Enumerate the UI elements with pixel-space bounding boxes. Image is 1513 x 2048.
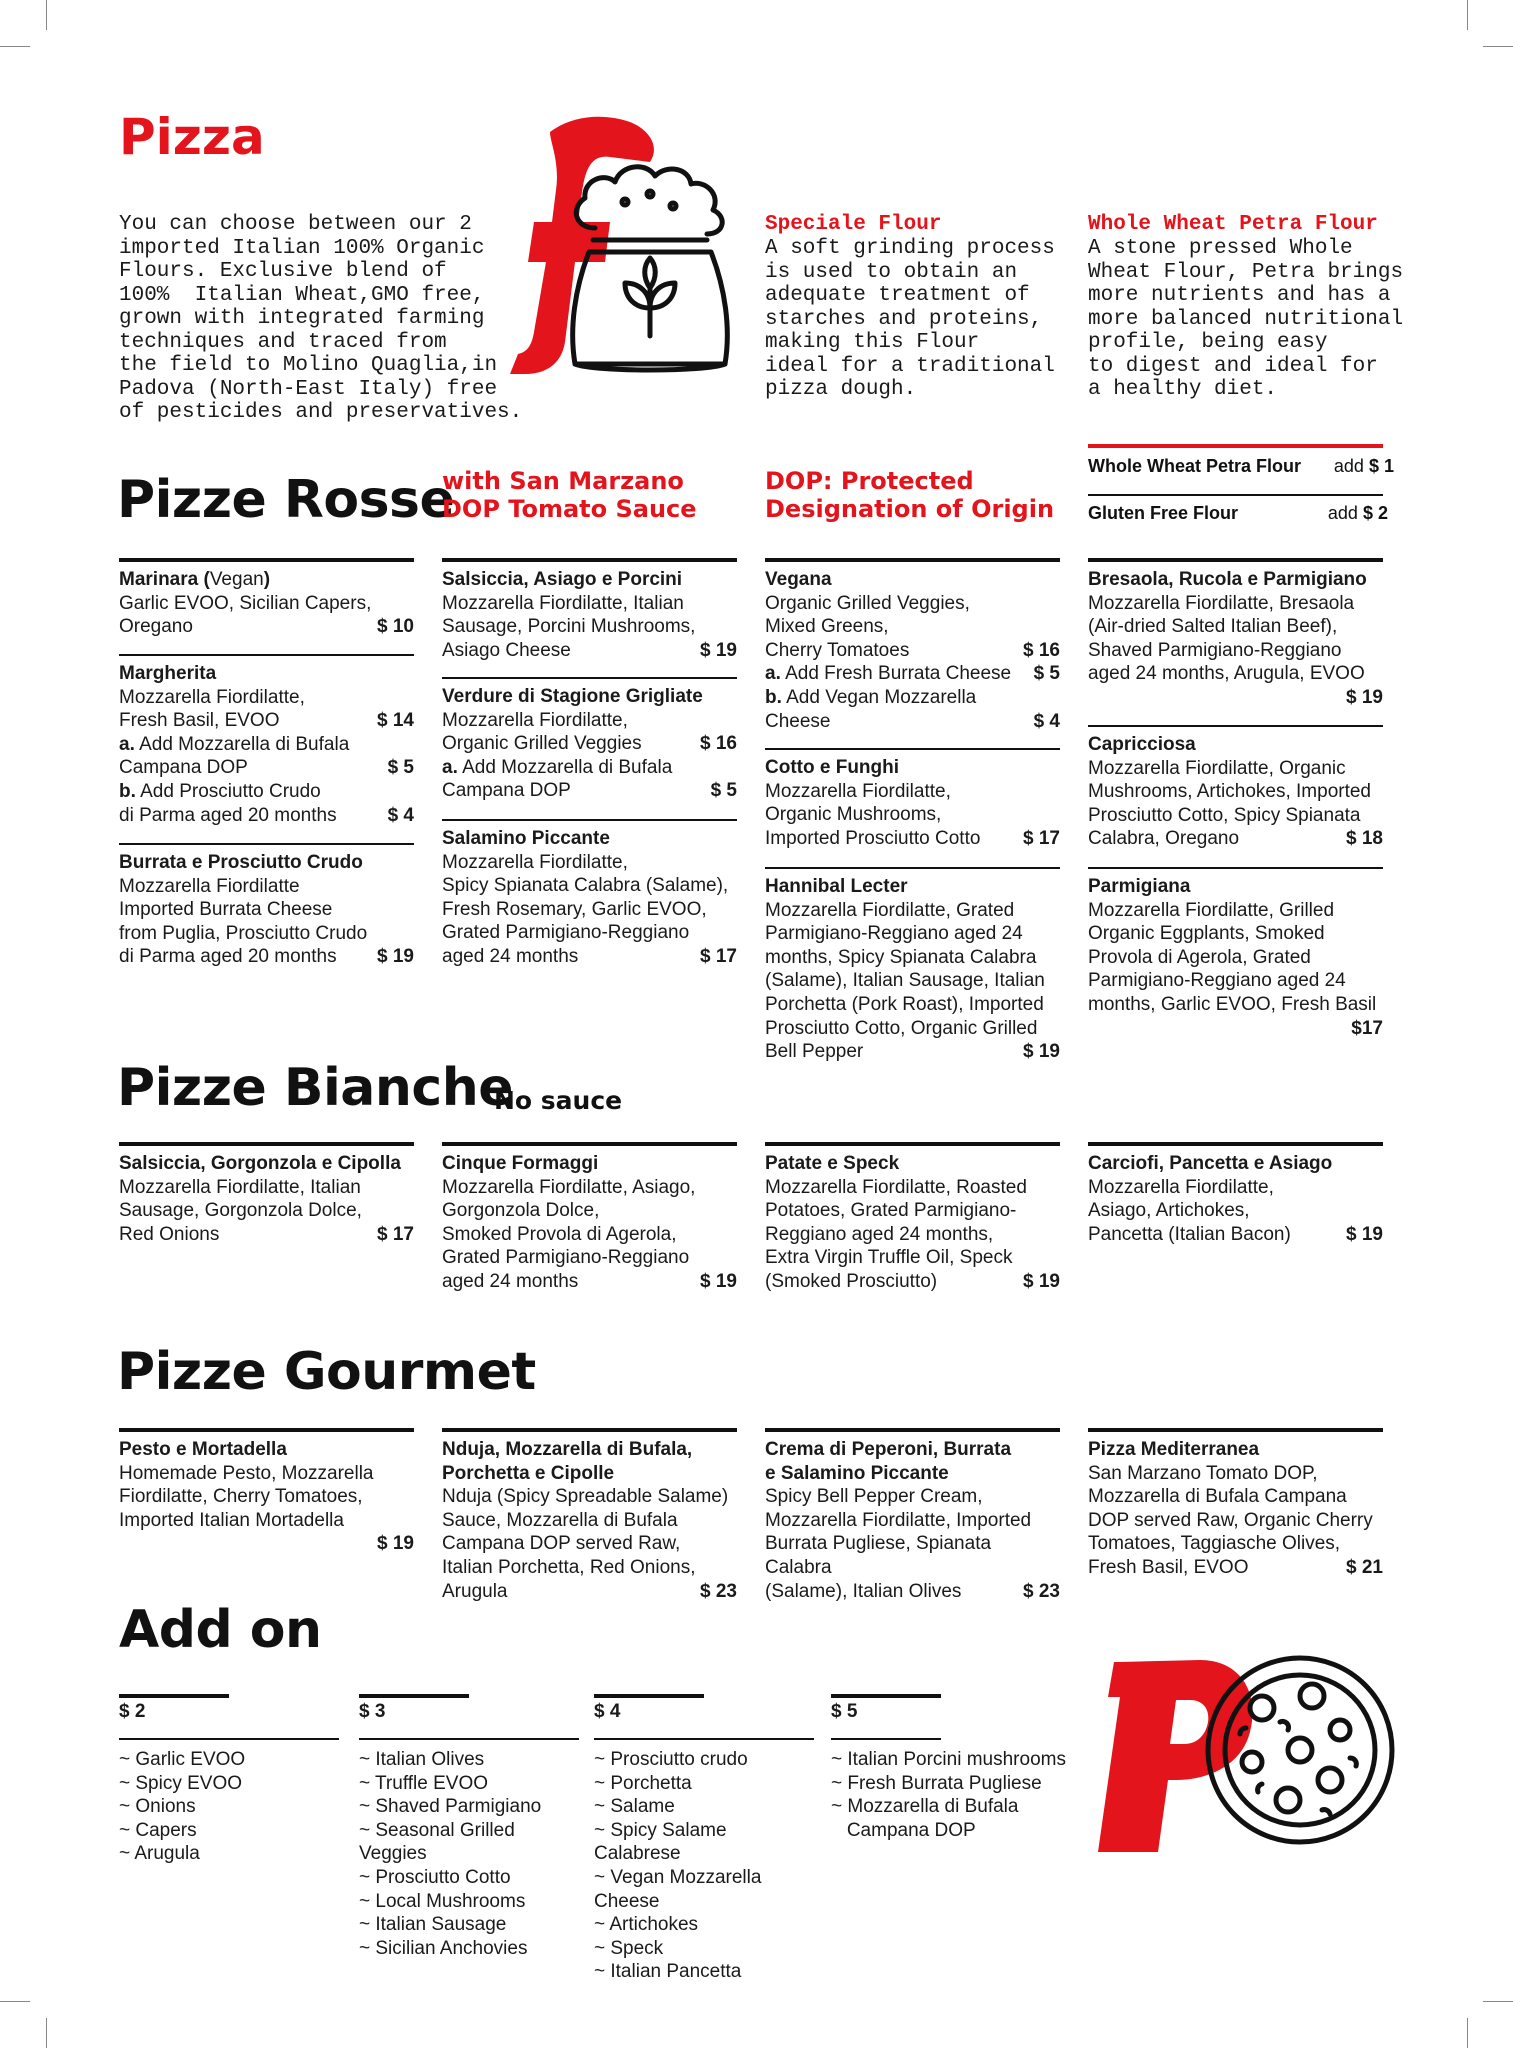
item-price: $ 16: [1023, 639, 1060, 661]
page-title: Pizza: [119, 108, 265, 166]
addon-item: ~ Vegan Mozzarella Cheese: [594, 1866, 762, 1912]
item-desc: Mozzarella Fiordilatte, Organic: [1088, 757, 1346, 779]
addon-price: $ 2: [119, 1701, 146, 1722]
option-text: Add Fresh Burrata Cheese: [785, 663, 1012, 685]
item-desc: Burrata Pugliese, Spianata Calabra: [765, 1533, 992, 1578]
section-title-addon: Add on: [119, 1600, 322, 1660]
item-desc: Parmigiano-Reggiano aged 24: [765, 923, 1023, 945]
addon-rule: [119, 1694, 229, 1698]
menu-item: [442, 819, 737, 969]
item-name: Bresaola, Rucola e Parmigiano: [1088, 569, 1367, 590]
addon-rule: [594, 1738, 814, 1740]
item-desc: Italian Porchetta, Red Onions,: [442, 1556, 696, 1578]
addon-item: ~ Speck: [594, 1937, 664, 1959]
flour1-text: A soft grinding process is used to obtain an adequate treatment of starches and proteins, making this Flour ideal for a traditional pizza dough.: [765, 237, 1055, 401]
option-text: Add Vegan Mozzarella: [786, 686, 977, 708]
option-text: Campana DOP: [442, 780, 571, 802]
item-desc: (Smoked Prosciutto): [765, 1270, 938, 1292]
item-price: $17: [1351, 1017, 1383, 1039]
item-desc: Mozzarella Fiordilatte, Italian: [119, 1176, 361, 1198]
crop-mark: [46, 2018, 47, 2048]
item-desc: Provola di Agerola, Grated: [1088, 946, 1311, 968]
addon-item: ~ Mozzarella di Bufala: [831, 1796, 1019, 1818]
bianche-subtitle: No sauce: [494, 1086, 623, 1115]
option-price: $ 4: [1033, 710, 1060, 732]
addon-rule: [594, 1694, 704, 1698]
menu-item: [1088, 1428, 1383, 1580]
rosse-subtitle: [442, 467, 697, 523]
item-desc: Asiago Cheese: [442, 639, 571, 661]
menu-item: [765, 748, 1060, 850]
flour-option-label: Whole Wheat Petra Flour: [1088, 456, 1302, 476]
addon-item: ~ Truffle EVOO: [359, 1772, 489, 1794]
item-name: Carciofi, Pancetta e Asiago: [1088, 1153, 1333, 1174]
item-name: Pesto e Mortadella: [119, 1439, 287, 1460]
item-desc: aged 24 months: [442, 1270, 579, 1292]
flour2-text: A stone pressed Whole Wheat Flour, Petra brings more nutrients and has a more balanced nutritional profile, being easy to digest and ideal for a healthy diet.: [1088, 237, 1404, 401]
menu-item: [1088, 558, 1383, 710]
item-desc: Homemade Pesto, Mozzarella: [119, 1462, 374, 1484]
option-text: Campana DOP: [119, 757, 248, 779]
flour-option-add: add: [1333, 456, 1364, 476]
menu-item: [765, 1142, 1060, 1294]
item-desc: Reggiano aged 24 months,: [765, 1223, 994, 1245]
menu-item: [442, 1142, 737, 1294]
option-text: Cheese: [765, 710, 831, 732]
item-desc: (Salame), Italian Sausage, Italian: [765, 970, 1045, 992]
option-text: di Parma aged 20 months: [119, 804, 337, 826]
flour2-title: Whole Wheat Petra Flour: [1088, 213, 1378, 236]
menu-item: [1088, 1142, 1383, 1246]
item-desc: Mozzarella Fiordilatte, Imported: [765, 1509, 1032, 1531]
item-desc: Grated Parmigiano-Reggiano: [442, 1247, 690, 1269]
rosse-subtitle-line: with San Marzano: [442, 467, 684, 495]
crop-mark: [1467, 0, 1468, 30]
item-desc: Cherry Tomatoes: [765, 639, 910, 661]
flour-option-row: [1088, 503, 1394, 524]
addon-item: ~ Seasonal Grilled Veggies: [359, 1819, 515, 1865]
item-desc: Tomatoes, Taggiasche Olives,: [1088, 1533, 1341, 1555]
item-desc: Mozzarella Fiordilatte,: [442, 709, 628, 731]
item-price: $ 19: [1023, 1041, 1060, 1063]
crop-mark: [1483, 2001, 1513, 2002]
item-name: Capricciosa: [1088, 734, 1196, 755]
item-desc: Smoked Provola di Agerola,: [442, 1223, 677, 1245]
item-price: $ 19: [377, 946, 414, 968]
item-name: Margherita: [119, 663, 217, 684]
item-desc: Imported Burrata Cheese: [119, 899, 333, 921]
addon-rule: [359, 1694, 469, 1698]
dop-note: [765, 467, 1054, 523]
item-name: Salamino Piccante: [442, 828, 610, 849]
item-desc: Sausage, Porcini Mushrooms,: [442, 616, 696, 638]
item-desc: Spicy Spianata Calabra (Salame),: [442, 875, 729, 897]
item-desc: Mozzarella Fiordilatte, Grated: [765, 899, 1015, 921]
flour-option-price: $ 2: [1362, 503, 1388, 523]
addon-item: ~ Sicilian Anchovies: [359, 1937, 528, 1959]
item-name: Marinara (Vegan): [119, 569, 271, 590]
item-desc: Fiordilatte, Cherry Tomatoes,: [119, 1486, 363, 1508]
item-desc: Organic Eggplants, Smoked: [1088, 923, 1325, 945]
item-desc: Mozzarella Fiordilatte, Grilled: [1088, 899, 1335, 921]
option-label: b.: [765, 686, 782, 708]
item-price: $ 17: [700, 945, 737, 967]
flour-options-top-rule: [1088, 444, 1383, 448]
item-desc: Arugula: [442, 1580, 508, 1602]
item-desc: Extra Virgin Truffle Oil, Speck: [765, 1247, 1013, 1269]
addon-item: ~ Garlic EVOO: [119, 1749, 246, 1770]
item-name: Cinque Formaggi: [442, 1153, 599, 1174]
option-price: $ 4: [387, 804, 414, 826]
option-label: a.: [442, 756, 458, 778]
menu-item: [765, 1428, 1060, 1603]
menu-item: [119, 558, 414, 639]
item-desc: Mozzarella di Bufala Campana: [1088, 1486, 1347, 1508]
item-desc: Mozzarella Fiordilatte, Bresaola: [1088, 592, 1355, 614]
item-desc: Spicy Bell Pepper Cream,: [765, 1486, 983, 1508]
item-desc: Mixed Greens,: [765, 616, 889, 638]
dop-note-line: DOP: Protected: [765, 467, 974, 495]
item-price: $ 19: [1346, 686, 1383, 708]
item-desc: Oregano: [119, 616, 193, 638]
addon-item: Campana DOP: [831, 1819, 976, 1841]
option-text: Add Mozzarella di Bufala: [139, 733, 350, 755]
addon-rule: [359, 1738, 579, 1740]
item-price: $ 23: [1023, 1580, 1060, 1602]
addon-item: ~ Shaved Parmigiano: [359, 1796, 542, 1818]
menu-item: [119, 1428, 414, 1556]
item-desc: Organic Grilled Veggies,: [765, 592, 970, 614]
item-desc: Campana DOP served Raw,: [442, 1533, 681, 1555]
item-price: $ 19: [700, 639, 737, 661]
item-desc: di Parma aged 20 months: [119, 946, 337, 968]
item-price: $ 17: [377, 1223, 414, 1245]
item-desc: San Marzano Tomato DOP,: [1088, 1462, 1318, 1484]
menu-item: [119, 843, 414, 969]
item-desc: Sauce, Mozzarella di Bufala: [442, 1509, 678, 1531]
item-desc: Mozzarella Fiordilatte,: [442, 851, 628, 873]
section-title-gourmet: Pizze Gourmet: [117, 1342, 536, 1402]
menu-item: [442, 677, 737, 803]
menu-item: [119, 654, 414, 827]
crop-mark: [46, 0, 47, 30]
item-price: $ 21: [1346, 1556, 1383, 1578]
item-desc: Mozzarella Fiordilatte, Asiago,: [442, 1176, 696, 1198]
item-price: $ 23: [700, 1580, 737, 1602]
section-title-rosse: Pizze Rosse: [117, 470, 455, 530]
item-desc: Asiago, Artichokes,: [1088, 1200, 1250, 1222]
addon-rule: [119, 1738, 339, 1740]
rosse-subtitle-line: DOP Tomato Sauce: [442, 495, 697, 523]
item-name: Porchetta e Cipolle: [442, 1462, 615, 1484]
item-desc: Calabra, Oregano: [1088, 828, 1240, 850]
item-name: e Salamino Piccante: [765, 1462, 949, 1484]
addon-item: ~ Capers: [119, 1819, 197, 1841]
item-desc: Fresh Basil, EVOO: [119, 710, 280, 732]
item-desc: aged 24 months: [442, 945, 579, 967]
addon-price: $ 3: [359, 1701, 386, 1722]
item-desc: DOP served Raw, Organic Cherry: [1088, 1509, 1373, 1531]
addon-item: ~ Italian Sausage: [359, 1914, 507, 1936]
option-label: a.: [119, 733, 135, 755]
item-desc: Sausage, Gorgonzola Dolce,: [119, 1200, 362, 1222]
flour-options-mid-rule: [1088, 494, 1383, 496]
addon-tier: [359, 1700, 579, 1960]
item-name: Patate e Speck: [765, 1153, 900, 1174]
addon-item: ~ Porchetta: [594, 1772, 692, 1794]
menu-item: [765, 867, 1060, 1064]
addon-item: ~ Arugula: [119, 1843, 200, 1865]
intro-text: You can choose between our 2 imported Italian 100% Organic Flours. Exclusive blend of 100% Italian Wheat,GMO free, grown with integrated farming techniques and traced from the field to Molino Quaglia,in Padova (North-East Italy) free of pesticides and preservatives.: [119, 213, 523, 424]
item-price: $ 19: [1346, 1223, 1383, 1245]
item-desc: aged 24 months, Arugula, EVOO: [1088, 663, 1365, 685]
menu-item: [1088, 725, 1383, 851]
item-desc: Mushrooms, Artichokes, Imported: [1088, 781, 1371, 803]
addon-item: ~ Spicy EVOO: [119, 1772, 243, 1794]
addon-price: $ 5: [831, 1701, 858, 1722]
crop-mark: [1467, 2018, 1468, 2048]
item-desc: Mozzarella Fiordilatte,: [765, 780, 951, 802]
item-desc: Organic Mushrooms,: [765, 804, 942, 826]
item-desc: months, Garlic EVOO, Fresh Basil: [1088, 993, 1377, 1015]
flour-sack-icon: [555, 158, 745, 380]
menu-item: [442, 1428, 737, 1603]
flour-option-label: Gluten Free Flour: [1088, 503, 1239, 523]
addon-item: ~ Italian Porcini mushrooms: [831, 1749, 1066, 1770]
item-desc: Prosciutto Cotto, Spicy Spianata: [1088, 804, 1361, 826]
item-desc: from Puglia, Prosciutto Crudo: [119, 922, 368, 944]
item-desc: Garlic EVOO, Sicilian Capers,: [119, 592, 372, 614]
item-price: $ 18: [1346, 828, 1383, 850]
item-desc: Mozzarella Fiordilatte,: [1088, 1176, 1274, 1198]
item-desc: Shaved Parmigiano-Reggiano: [1088, 639, 1342, 661]
item-desc: Mozzarella Fiordilatte, Roasted: [765, 1176, 1027, 1198]
item-desc: Organic Grilled Veggies: [442, 733, 642, 755]
option-label: a.: [765, 663, 781, 685]
addon-rule: [831, 1694, 941, 1698]
item-desc: Nduja (Spicy Spreadable Salame): [442, 1486, 729, 1508]
item-desc: Imported Italian Mortadella: [119, 1509, 344, 1531]
addon-rule: [831, 1738, 941, 1740]
option-price: $ 5: [1033, 663, 1060, 685]
option-text: Add Mozzarella di Bufala: [462, 756, 673, 778]
item-price: $ 19: [700, 1270, 737, 1292]
item-desc: Gorgonzola Dolce,: [442, 1200, 600, 1222]
item-desc: Mozzarella Fiordilatte, Italian: [442, 592, 684, 614]
addon-item: ~ Spicy Salame Calabrese: [594, 1819, 727, 1865]
menu-item: [442, 558, 737, 662]
option-price: $ 5: [710, 780, 737, 802]
item-desc: Parmigiano-Reggiano aged 24: [1088, 970, 1346, 992]
addon-item: ~ Artichokes: [594, 1914, 699, 1936]
item-price: $ 14: [377, 710, 414, 732]
item-name: Pizza Mediterranea: [1088, 1439, 1260, 1460]
addon-tier: [831, 1700, 1081, 1842]
item-desc: (Air-dried Salted Italian Beef),: [1088, 616, 1338, 638]
item-desc: (Salame), Italian Olives: [765, 1580, 962, 1602]
flour1-title: Speciale Flour: [765, 213, 942, 236]
item-name: Vegana: [765, 569, 832, 590]
item-price: $ 16: [700, 733, 737, 755]
item-desc: months, Spicy Spianata Calabra: [765, 946, 1037, 968]
item-name: Salsiccia, Gorgonzola e Cipolla: [119, 1153, 401, 1174]
item-desc: Red Onions: [119, 1223, 220, 1245]
addon-item: ~ Prosciutto crudo: [594, 1749, 748, 1770]
flour-option-add: add: [1327, 503, 1358, 523]
item-desc: Grated Parmigiano-Reggiano: [442, 922, 690, 944]
addon-tier: [594, 1700, 814, 1984]
item-desc: Imported Prosciutto Cotto: [765, 827, 981, 849]
menu-item: [765, 558, 1060, 733]
item-name: Hannibal Lecter: [765, 876, 908, 897]
addon-price: $ 4: [594, 1701, 621, 1722]
item-desc: Mozzarella Fiordilatte: [119, 875, 300, 897]
flour-option-row: [1088, 456, 1394, 477]
addon-item: ~ Italian Olives: [359, 1749, 485, 1770]
item-desc: Potatoes, Grated Parmigiano-: [765, 1200, 1017, 1222]
item-desc: Fresh Basil, EVOO: [1088, 1556, 1249, 1578]
item-desc: Pancetta (Italian Bacon): [1088, 1223, 1291, 1245]
item-price: $ 10: [377, 616, 414, 638]
option-label: b.: [119, 780, 136, 802]
addon-item: ~ Onions: [119, 1796, 196, 1818]
item-name: Parmigiana: [1088, 876, 1191, 897]
addon-item: ~ Local Mushrooms: [359, 1890, 526, 1912]
pizza-icon: [1200, 1650, 1400, 1850]
addon-item: ~ Prosciutto Cotto: [359, 1866, 511, 1888]
item-name: Salsiccia, Asiago e Porcini: [442, 569, 683, 590]
menu-item: [1088, 867, 1383, 1040]
item-name: Crema di Peperoni, Burrata: [765, 1439, 1012, 1460]
dop-note-line: Designation of Origin: [765, 495, 1055, 523]
option-text: Add Prosciutto Crudo: [140, 780, 321, 802]
addon-item: ~ Salame: [594, 1796, 675, 1818]
menu-item: [119, 1142, 414, 1246]
addon-item: ~ Fresh Burrata Pugliese: [831, 1772, 1042, 1794]
addon-item: ~ Italian Pancetta: [594, 1961, 742, 1983]
item-name: Nduja, Mozzarella di Bufala,: [442, 1439, 693, 1460]
item-desc: Porchetta (Pork Roast), Imported: [765, 993, 1044, 1015]
item-price: $ 17: [1023, 827, 1060, 849]
section-title-bianche: Pizze Bianche: [117, 1058, 514, 1118]
item-name: Cotto e Funghi: [765, 757, 900, 778]
item-name: Burrata e Prosciutto Crudo: [119, 852, 363, 873]
crop-mark: [0, 2001, 30, 2002]
flour-option-price: $ 1: [1368, 456, 1394, 476]
item-price: $ 19: [1023, 1270, 1060, 1292]
item-name: Verdure di Stagione Grigliate: [442, 686, 703, 707]
item-desc: Prosciutto Cotto, Organic Grilled: [765, 1017, 1038, 1039]
item-desc: Bell Pepper: [765, 1041, 864, 1063]
option-price: $ 5: [387, 757, 414, 779]
crop-mark: [0, 46, 30, 47]
crop-mark: [1483, 46, 1513, 47]
item-desc: Mozzarella Fiordilatte,: [119, 686, 305, 708]
item-price: $ 19: [377, 1533, 414, 1555]
addon-tier: [119, 1700, 339, 1866]
item-desc: Fresh Rosemary, Garlic EVOO,: [442, 898, 707, 920]
